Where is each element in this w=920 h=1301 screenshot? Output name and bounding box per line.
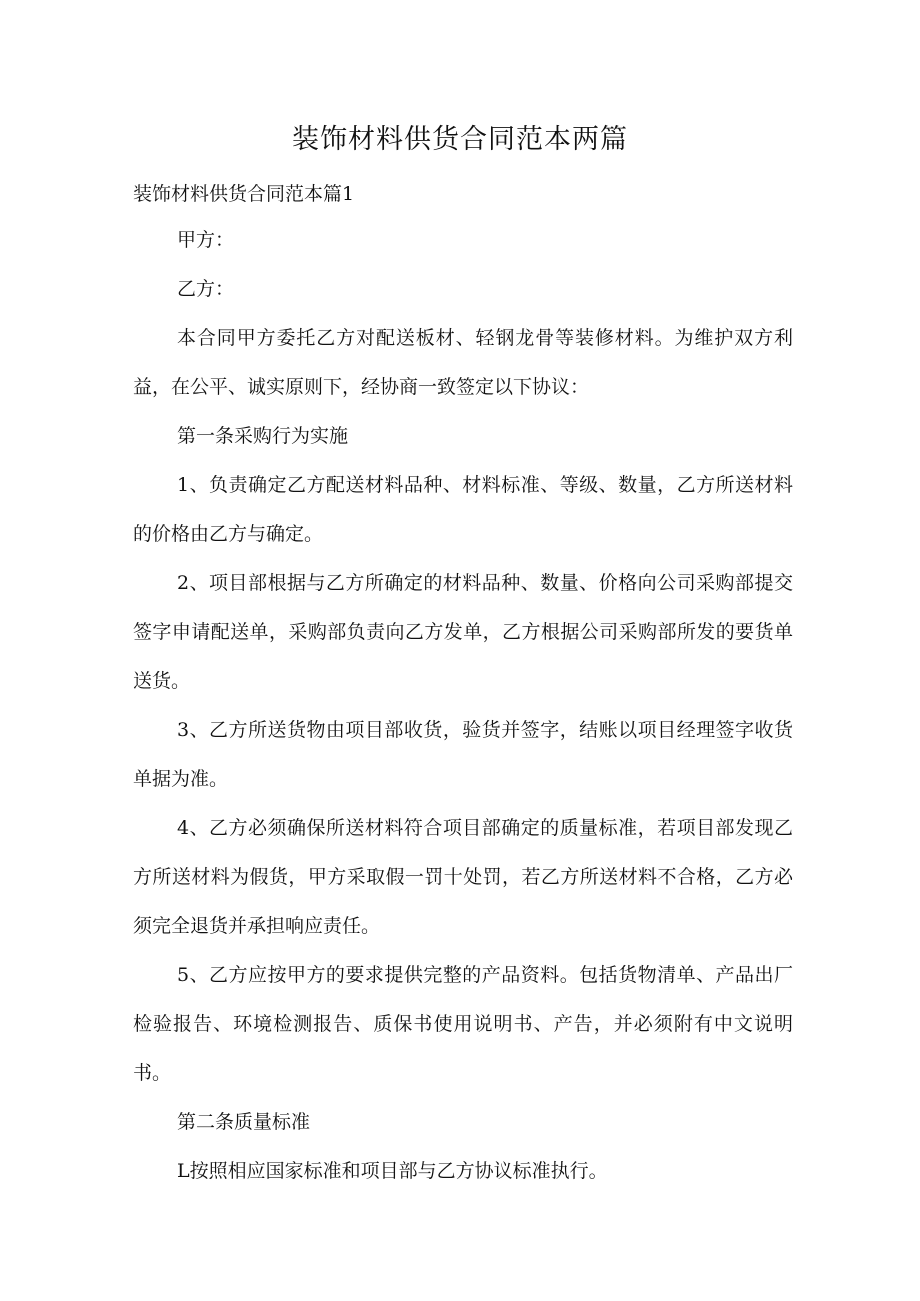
article-1-item: 5、乙方应按甲方的要求提供完整的产品资料。包括货物清单、产品出厂检验报告、环境检测报告、质保书使用说明书、产告，并必须附有中文说明书。 xyxy=(133,964,793,1084)
party-b-label: 乙方： xyxy=(177,278,235,300)
document-subtitle: 装饰材料供货合同范本篇1 xyxy=(133,183,355,205)
party-a-label: 甲方： xyxy=(177,229,235,251)
contract-body xyxy=(133,216,793,1196)
article-1-item: 4、乙方必须确保所送材料符合项目部确定的质量标准，若项目部发现乙方所送材料为假货，甲方采取假一罚十处罚，若乙方所送材料不合格，乙方必须完全退货并承担响应责任。 xyxy=(133,817,793,937)
intro-paragraph: 本合同甲方委托乙方对配送板材、轻钢龙骨等装修材料。为维护双方利益，在公平、诚实原则下，经协商一致签定以下协议： xyxy=(133,327,793,398)
article-1-item: 3、乙方所送货物由项目部收货，验货并签字，结账以项目经理签字收货单据为准。 xyxy=(133,719,793,790)
article-2-heading: 第二条质量标准 xyxy=(177,1111,311,1133)
article-2-item: L按照相应国家标准和项目部与乙方协议标准执行。 xyxy=(177,1160,608,1182)
article-1-item: 2、项目部根据与乙方所确定的材料品种、数量、价格向公司采购部提交签字申请配送单，采购部负责向乙方发单，乙方根据公司采购部所发的要货单送货。 xyxy=(133,572,793,692)
article-1-item: 1、负责确定乙方配送材料品种、材料标准、等级、数量，乙方所送材料的价格由乙方与确定。 xyxy=(133,474,793,545)
article-1-heading: 第一条采购行为实施 xyxy=(177,425,349,447)
document-title: 装饰材料供货合同范本两篇 xyxy=(292,124,628,155)
